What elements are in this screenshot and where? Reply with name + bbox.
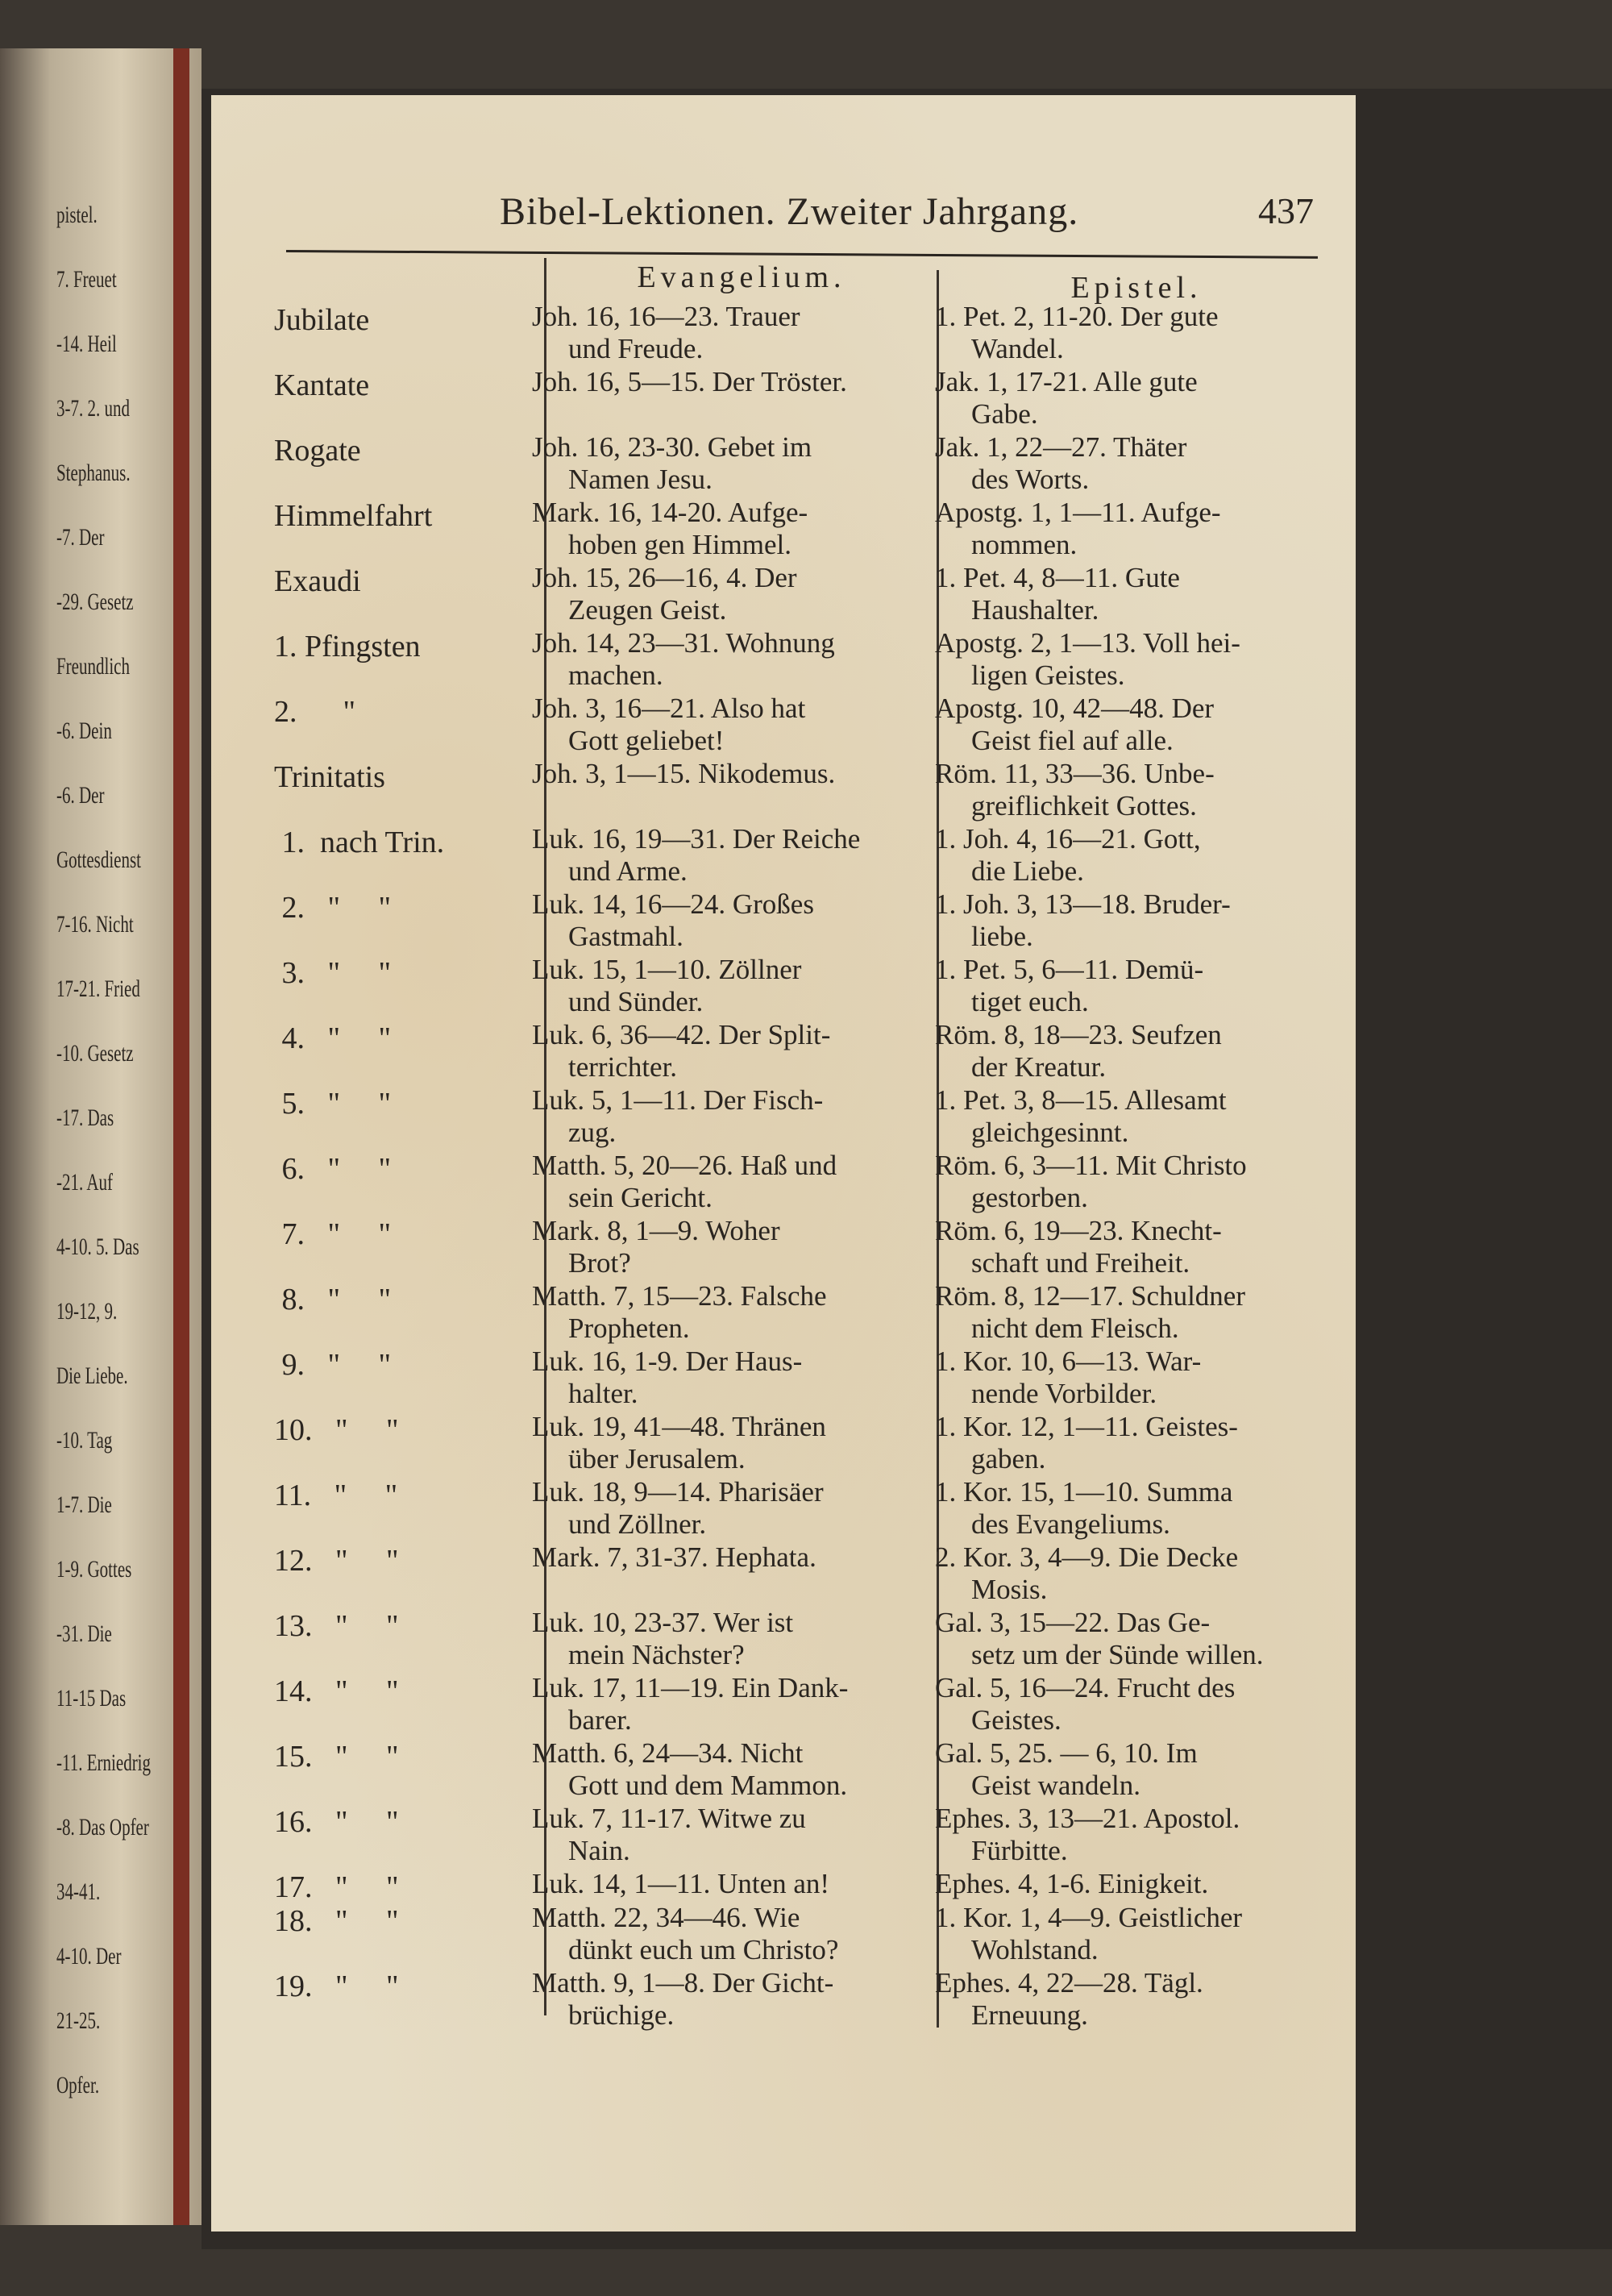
reading-continuation: Wohlstand.	[971, 1934, 1099, 1965]
reading-continuation: schaft und Freiheit.	[971, 1247, 1190, 1279]
reading-continuation: der Kreatur.	[971, 1051, 1107, 1083]
reading-reference: 1. Kor. 1, 4—9. Geistlicher	[935, 1902, 1243, 1933]
facing-page-fragment: -8. Das Opfer	[56, 1814, 149, 1841]
sunday-name: 9. " "	[274, 1348, 392, 1382]
facing-page-fragment: pistel.	[56, 202, 98, 228]
gospel-reading	[532, 431, 911, 496]
epistle-reading	[935, 562, 1322, 626]
facing-page-fragment: Freundlich	[56, 653, 130, 680]
reading-continuation: Geistes.	[971, 1704, 1062, 1736]
facing-page-fragment: 19-12, 9.	[56, 1298, 118, 1325]
gospel-reading	[532, 1737, 911, 1802]
reading-reference: Joh. 15, 26—16, 4. Der	[532, 562, 797, 593]
table-row	[274, 498, 1338, 564]
epistle-reading	[935, 627, 1322, 692]
reading-continuation: brüchige.	[568, 1999, 675, 2031]
reading-continuation: greiflichkeit Gottes.	[971, 790, 1197, 821]
epistle-reading	[935, 1803, 1322, 1867]
facing-page-fragment: -31. Die	[56, 1620, 112, 1647]
facing-page-fragment: 3-7. 2. und	[56, 395, 130, 422]
epistle-reading	[935, 888, 1322, 953]
epistle-reading	[935, 758, 1322, 822]
reading-reference: Luk. 10, 23-37. Wer ist	[532, 1607, 794, 1638]
sunday-name: 1. nach Trin.	[274, 826, 445, 859]
reading-continuation: gestorben.	[971, 1182, 1088, 1213]
gospel-reading	[532, 366, 911, 398]
reading-reference: Röm. 6, 19—23. Knecht-	[935, 1215, 1222, 1246]
gospel-reading	[532, 888, 911, 953]
facing-page-fragment: -7. Der	[56, 524, 105, 551]
facing-page-fragment: Gottesdienst	[56, 846, 141, 873]
reading-reference: Matth. 5, 20—26. Haß und	[532, 1150, 837, 1181]
table-row	[274, 694, 1338, 759]
gospel-reading	[532, 823, 911, 888]
epistle-reading	[935, 1902, 1322, 1966]
reading-reference: Jak. 1, 17-21. Alle gute	[935, 366, 1198, 397]
epistle-reading	[935, 1411, 1322, 1475]
gospel-reading	[532, 1346, 911, 1410]
gospel-reading	[532, 1476, 911, 1541]
reading-reference: Joh. 3, 1—15. Nikodemus.	[532, 758, 836, 789]
reading-reference: 1. Pet. 2, 11-20. Der gute	[935, 301, 1219, 332]
reading-continuation: barer.	[568, 1704, 632, 1736]
reading-continuation: dünkt euch um Christo?	[568, 1934, 839, 1965]
book-spine	[173, 48, 189, 2225]
gospel-reading	[532, 562, 911, 626]
reading-continuation: Gott und dem Mammon.	[568, 1770, 848, 1801]
table-row	[274, 1478, 1338, 1543]
reading-reference: Luk. 7, 11-17. Witwe zu	[532, 1803, 806, 1834]
reading-reference: 1. Kor. 15, 1—10. Summa	[935, 1476, 1233, 1508]
sunday-name: 12. " "	[274, 1544, 399, 1578]
facing-page-fragment: -14. Heil	[56, 331, 117, 357]
page-title: Bibel-Lektionen. Zweiter Jahrgang.	[500, 190, 1079, 233]
facing-page-fragment: -11. Erniedrig	[56, 1749, 152, 1776]
epistle-reading	[935, 1150, 1322, 1214]
reading-reference: Mark. 8, 1—9. Woher	[532, 1215, 780, 1246]
epistle-reading	[935, 1737, 1322, 1802]
reading-continuation: setz um der Sünde willen.	[971, 1639, 1264, 1670]
epistle-reading	[935, 1019, 1322, 1084]
table-row	[274, 1021, 1338, 1086]
table-row	[274, 1412, 1338, 1478]
reading-reference: Jak. 1, 22—27. Thäter	[935, 431, 1187, 463]
reading-reference: Mark. 7, 31-37. Hephata.	[532, 1541, 816, 1573]
reading-continuation: sein Gericht.	[568, 1182, 713, 1213]
table-row	[274, 825, 1338, 890]
facing-page-fragment: -17. Das	[56, 1104, 114, 1131]
reading-reference: Ephes. 4, 1-6. Einigkeit.	[935, 1868, 1209, 1899]
reading-reference: Luk. 6, 36—42. Der Split-	[532, 1019, 831, 1050]
table-row	[274, 955, 1338, 1021]
table-row	[274, 1870, 1338, 1903]
reading-continuation: Brot?	[568, 1247, 631, 1279]
reading-reference: Joh. 16, 23-30. Gebet im	[532, 431, 812, 463]
reading-continuation: nommen.	[971, 529, 1078, 560]
sunday-name: 15. " "	[274, 1740, 399, 1774]
reading-continuation: Gastmahl.	[568, 921, 683, 952]
reading-reference: 1. Pet. 3, 8—15. Allesamt	[935, 1084, 1227, 1116]
reading-continuation: Geist fiel auf alle.	[971, 725, 1174, 756]
column-header-evangelium: Evangelium.	[637, 260, 846, 294]
reading-reference: Luk. 15, 1—10. Zöllner	[532, 954, 802, 985]
epistle-reading	[935, 1280, 1322, 1345]
reading-reference: Apostg. 1, 1—11. Aufge-	[935, 497, 1221, 528]
facing-page-edge	[0, 48, 202, 2225]
reading-reference: Gal. 3, 15—22. Das Ge-	[935, 1607, 1211, 1638]
reading-reference: Luk. 19, 41—48. Thränen	[532, 1411, 826, 1442]
table-row	[274, 433, 1338, 498]
reading-reference: Ephes. 4, 22—28. Tägl.	[935, 1967, 1203, 1999]
gospel-reading	[532, 1019, 911, 1084]
reading-continuation: mein Nächster?	[568, 1639, 745, 1670]
table-row	[274, 1543, 1338, 1608]
gospel-reading	[532, 1150, 911, 1214]
sunday-name: 2. "	[274, 695, 356, 729]
reading-reference: Ephes. 3, 13—21. Apostol.	[935, 1803, 1240, 1834]
reading-reference: Joh. 3, 16—21. Also hat	[532, 693, 806, 724]
facing-page-fragment: 7-16. Nicht	[56, 911, 134, 938]
sunday-name: Trinitatis	[274, 760, 385, 794]
gospel-reading	[532, 1084, 911, 1149]
gospel-reading	[532, 954, 911, 1018]
reading-continuation: Geist wandeln.	[971, 1770, 1140, 1801]
reading-continuation: des Evangeliums.	[971, 1508, 1170, 1540]
sunday-name: 8. " "	[274, 1283, 392, 1316]
reading-continuation: nende Vorbilder.	[971, 1378, 1157, 1409]
reading-reference: 1. Pet. 5, 6—11. Demü-	[935, 954, 1204, 985]
sunday-name: 16. " "	[274, 1805, 399, 1839]
table-row	[274, 1969, 1338, 2034]
epistle-reading	[935, 693, 1322, 757]
sunday-name: 18. " "	[274, 1904, 399, 1938]
epistle-reading	[935, 301, 1322, 365]
sunday-name: Himmelfahrt	[274, 499, 433, 533]
sunday-name: Rogate	[274, 434, 361, 468]
reading-reference: Joh. 14, 23—31. Wohnung	[532, 627, 835, 659]
facing-page-fragment: 7. Freuet	[56, 266, 117, 293]
epistle-reading	[935, 1084, 1322, 1149]
facing-page-fragment: Stephanus.	[56, 460, 131, 486]
reading-reference: Luk. 16, 19—31. Der Reiche	[532, 823, 861, 855]
table-row	[274, 1217, 1338, 1282]
table-row	[274, 1347, 1338, 1412]
gospel-reading	[532, 1215, 911, 1279]
reading-reference: Apostg. 10, 42—48. Der	[935, 693, 1215, 724]
reading-continuation: terrichter.	[568, 1051, 678, 1083]
reading-continuation: Zeugen Geist.	[568, 594, 727, 626]
column-header-epistel: Epistel.	[1070, 271, 1203, 305]
facing-page-fragment: 21-25.	[56, 2007, 101, 2034]
reading-continuation: des Worts.	[971, 464, 1090, 495]
reading-reference: Matth. 6, 24—34. Nicht	[532, 1737, 804, 1769]
table-row	[274, 302, 1338, 368]
facing-page-fragment: -6. Der	[56, 782, 105, 809]
reading-reference: 1. Kor. 10, 6—13. War-	[935, 1346, 1202, 1377]
epistle-reading	[935, 497, 1322, 561]
facing-page-fragment: -6. Dein	[56, 718, 112, 744]
gospel-reading	[532, 1280, 911, 1345]
facing-page-fragment: 17-21. Fried	[56, 975, 140, 1002]
facing-page-fragment: 34-41.	[56, 1878, 101, 1905]
reading-continuation: Mosis.	[971, 1574, 1048, 1605]
epistle-reading	[935, 1346, 1322, 1410]
reading-continuation: Wandel.	[971, 333, 1064, 364]
gospel-reading	[532, 1541, 911, 1574]
table-row	[274, 759, 1338, 825]
reading-reference: Apostg. 2, 1—13. Voll hei-	[935, 627, 1240, 659]
gospel-reading	[532, 1868, 911, 1900]
sunday-name: Kantate	[274, 368, 370, 402]
gospel-reading	[532, 1967, 911, 2032]
gospel-reading	[532, 1672, 911, 1737]
reading-continuation: Propheten.	[568, 1312, 690, 1344]
reading-continuation: Fürbitte.	[971, 1835, 1068, 1866]
sunday-name: 1. Pfingsten	[274, 630, 421, 663]
facing-page-fragment: Die Liebe.	[56, 1362, 128, 1389]
gospel-reading	[532, 1411, 911, 1475]
reading-continuation: Gott geliebet!	[568, 725, 725, 756]
reading-continuation: Gabe.	[971, 398, 1038, 430]
reading-continuation: Erneuung.	[971, 1999, 1088, 2031]
facing-page-fragment: -10. Gesetz	[56, 1040, 134, 1067]
reading-reference: Luk. 16, 1-9. Der Haus-	[532, 1346, 803, 1377]
epistle-reading	[935, 1672, 1322, 1737]
reading-reference: Röm. 6, 3—11. Mit Christo	[935, 1150, 1247, 1181]
reading-reference: Gal. 5, 25. — 6, 10. Im	[935, 1737, 1198, 1769]
reading-reference: Mark. 16, 14-20. Aufge-	[532, 497, 808, 528]
sunday-name: 11. " "	[274, 1479, 398, 1512]
table-row	[274, 368, 1338, 433]
reading-continuation: liebe.	[971, 921, 1033, 952]
sunday-name: 4. " "	[274, 1021, 392, 1055]
reading-reference: Matth. 7, 15—23. Falsche	[532, 1280, 827, 1312]
facing-page-fragment: 4-10. 5. Das	[56, 1233, 139, 1260]
table-row	[274, 1739, 1338, 1804]
reading-reference: 1. Kor. 12, 1—11. Geistes-	[935, 1411, 1238, 1442]
sunday-name: 2. " "	[274, 891, 392, 925]
table-row	[274, 1804, 1338, 1870]
reading-continuation: und Arme.	[568, 855, 688, 887]
epistle-reading	[935, 1607, 1322, 1671]
gospel-reading	[532, 301, 911, 365]
running-header	[282, 189, 1314, 238]
reading-continuation: ligen Geistes.	[971, 659, 1125, 691]
reading-continuation: die Liebe.	[971, 855, 1084, 887]
sunday-name: 3. " "	[274, 956, 392, 990]
reading-continuation: Namen Jesu.	[568, 464, 713, 495]
sunday-name: 19. " "	[274, 1969, 399, 2003]
sunday-name: 10. " "	[274, 1413, 399, 1447]
sunday-name: 14. " "	[274, 1674, 399, 1708]
sunday-name: 6. " "	[274, 1152, 392, 1186]
table-row	[274, 564, 1338, 629]
gospel-reading	[532, 497, 911, 561]
reading-continuation: und Zöllner.	[568, 1508, 707, 1540]
facing-page-fragment: -29. Gesetz	[56, 589, 134, 615]
reading-reference: Luk. 18, 9—14. Pharisäer	[532, 1476, 824, 1508]
table-row	[274, 1608, 1338, 1674]
reading-continuation: und Freude.	[568, 333, 704, 364]
reading-continuation: machen.	[568, 659, 663, 691]
table-row	[274, 1903, 1338, 1969]
reading-continuation: gleichgesinnt.	[971, 1117, 1129, 1148]
reading-continuation: halter.	[568, 1378, 638, 1409]
reading-reference: Luk. 5, 1—11. Der Fisch-	[532, 1084, 824, 1116]
sunday-name: Exaudi	[274, 564, 361, 598]
reading-continuation: zug.	[568, 1117, 617, 1148]
table-row	[274, 1086, 1338, 1151]
reading-continuation: gaben.	[971, 1443, 1046, 1475]
gospel-reading	[532, 758, 911, 790]
reading-reference: Röm. 11, 33—36. Unbe-	[935, 758, 1215, 789]
epistle-reading	[935, 954, 1322, 1018]
reading-reference: Luk. 14, 16—24. Großes	[532, 888, 814, 920]
table-row	[274, 1151, 1338, 1217]
facing-page-fragment: -10. Tag	[56, 1427, 113, 1454]
reading-reference: 1. Pet. 4, 8—11. Gute	[935, 562, 1180, 593]
page-number: 437	[1258, 190, 1314, 231]
reading-reference: 2. Kor. 3, 4—9. Die Decke	[935, 1541, 1239, 1573]
table-row	[274, 1674, 1338, 1739]
reading-reference: 1. Joh. 4, 16—21. Gott,	[935, 823, 1201, 855]
epistle-reading	[935, 1215, 1322, 1279]
epistle-reading	[935, 431, 1322, 496]
sunday-name: 7. " "	[274, 1217, 392, 1251]
epistle-reading	[935, 1541, 1322, 1606]
epistle-reading	[935, 823, 1322, 888]
reading-continuation: Nain.	[568, 1835, 630, 1866]
reading-continuation: tiget euch.	[971, 986, 1089, 1017]
gospel-reading	[532, 1803, 911, 1867]
epistle-reading	[935, 1967, 1322, 2032]
facing-page-fragment: Opfer.	[56, 2072, 100, 2098]
table-row	[274, 890, 1338, 955]
reading-reference: 1. Joh. 3, 13—18. Bruder-	[935, 888, 1231, 920]
reading-reference: Luk. 17, 11—19. Ein Dank-	[532, 1672, 849, 1703]
reading-reference: Matth. 9, 1—8. Der Gicht-	[532, 1967, 834, 1999]
sunday-name: Jubilate	[274, 303, 370, 337]
facing-page-fragment: 11-15 Das	[56, 1685, 127, 1712]
reading-reference: Joh. 16, 5—15. Der Tröster.	[532, 366, 847, 397]
reading-reference: Joh. 16, 16—23. Trauer	[532, 301, 800, 332]
lectionary-table	[274, 302, 1338, 2034]
gospel-reading	[532, 1902, 911, 1966]
facing-page-fragment: 1-9. Gottes	[56, 1556, 132, 1583]
facing-page-fragment: 1-7. Die	[56, 1491, 112, 1518]
reading-reference: Luk. 14, 1—11. Unten an!	[532, 1868, 830, 1899]
reading-continuation: und Sünder.	[568, 986, 704, 1017]
facing-page-fragment: 4-10. Der	[56, 1943, 122, 1969]
sunday-name: 17. " "	[274, 1870, 399, 1904]
reading-continuation: über Jerusalem.	[568, 1443, 746, 1475]
reading-continuation: hoben gen Himmel.	[568, 529, 792, 560]
gospel-reading	[532, 1607, 911, 1671]
table-row	[274, 629, 1338, 694]
reading-reference: Matth. 22, 34—46. Wie	[532, 1902, 800, 1933]
gospel-reading	[532, 627, 911, 692]
reading-continuation: nicht dem Fleisch.	[971, 1312, 1179, 1344]
table-row	[274, 1282, 1338, 1347]
sunday-name: 5. " "	[274, 1087, 392, 1121]
reading-reference: Röm. 8, 12—17. Schuldner	[935, 1280, 1245, 1312]
epistle-reading	[935, 1476, 1322, 1541]
epistle-reading	[935, 1868, 1322, 1900]
gospel-reading	[532, 693, 911, 757]
sunday-name: 13. " "	[274, 1609, 399, 1643]
reading-reference: Gal. 5, 16—24. Frucht des	[935, 1672, 1236, 1703]
facing-page-fragment: -21. Auf	[56, 1169, 113, 1196]
epistle-reading	[935, 366, 1322, 430]
reading-reference: Röm. 8, 18—23. Seufzen	[935, 1019, 1222, 1050]
reading-continuation: Haushalter.	[971, 594, 1099, 626]
